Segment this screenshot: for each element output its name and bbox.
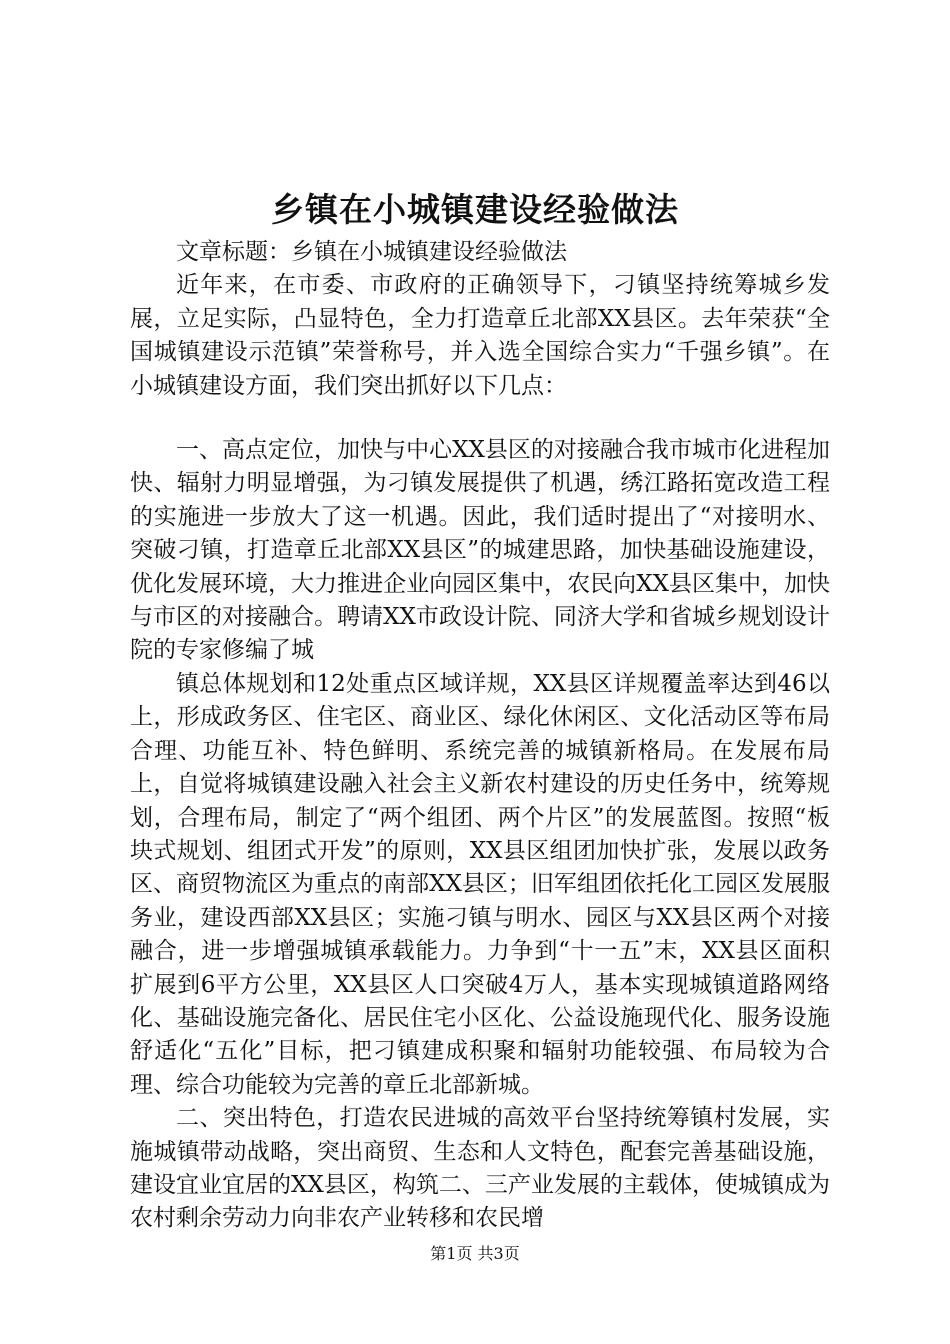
paragraph-section-two: 二、突出特色，打造农民进城的高效平台坚持统筹镇村发展，实施城镇带动战略，突出商贸、生态和人文特色，配套完善基础设施，建设宜业宜居的XX县区，构筑二、三产业发展的主载体，使城镇成为农村剩余劳动力向非农产业转移和农民增 xyxy=(130,1105,830,1232)
document-body xyxy=(130,236,830,1236)
paragraph-section-one: 一、高点定位，加快与中心XX县区的对接融合我市城市化进程加快、辐射力明显增强，为刁镇发展提供了机遇，绣江路拓宽改造工程的实施进一步放大了这一机遇。因此，我们适时提出了“对接明水、突破刁镇，打造章丘北部XX县区”的城建思路，加快基础设施建设，优化发展环境，大力推进企业向园区集中，农民向XX县区集中，加快与市区的对接融合。聘请XX市政设计院、同济大学和省城乡规划设计院的专家修编了城 xyxy=(130,437,830,664)
paragraph-section-one-continued: 镇总体规划和12处重点区域详规，XX县区详规覆盖率达到46以上，形成政务区、住宅区、商业区、绿化休闲区、文化活动区等布局合理、功能互补、特色鲜明、系统完善的城镇新格局。在发展布局上，自觉将城镇建设融入社会主义新农村建设的历史任务中，统筹规划，合理布局，制定了“两个组团、两个片区”的发展蓝图。按照“板块式规划、组团式开发”的原则，XX县区组团加快扩张，发展以政务区、商贸物流区为重点的南部XX县区；旧军组团依托化工园区发展服务业，建设西部XX县区；实施刁镇与明水、园区与XX县区两个对接融合，进一步增强城镇承载能力。力争到“十一五”末，XX县区面积扩展到6平方公里，XX县区人口突破4万人，基本实现城镇道路网络化、基础设施完备化、居民住宅小区化、公益设施现代化、服务设施舒适化“五化”目标，把刁镇建成积聚和辐射功能较强、布局较为合理、综合功能较为完善的章丘北部新城。 xyxy=(130,670,830,1098)
paragraph-article-title: 文章标题：乡镇在小城镇建设经验做法 xyxy=(176,239,567,265)
page-number-footer: 第1页 共3页 xyxy=(430,1244,520,1263)
paragraph-intro: 近年来，在市委、市政府的正确领导下，刁镇坚持统筹城乡发展，立足实际，凸显特色，全力打造章丘北部XX县区。去年荣获“全国城镇建设示范镇”荣誉称号，并入选全国综合实力“千强乡镇”。在小城镇建设方面，我们突出抓好以下几点： xyxy=(130,272,830,399)
document-title: 乡镇在小城镇建设经验做法 xyxy=(271,190,679,229)
